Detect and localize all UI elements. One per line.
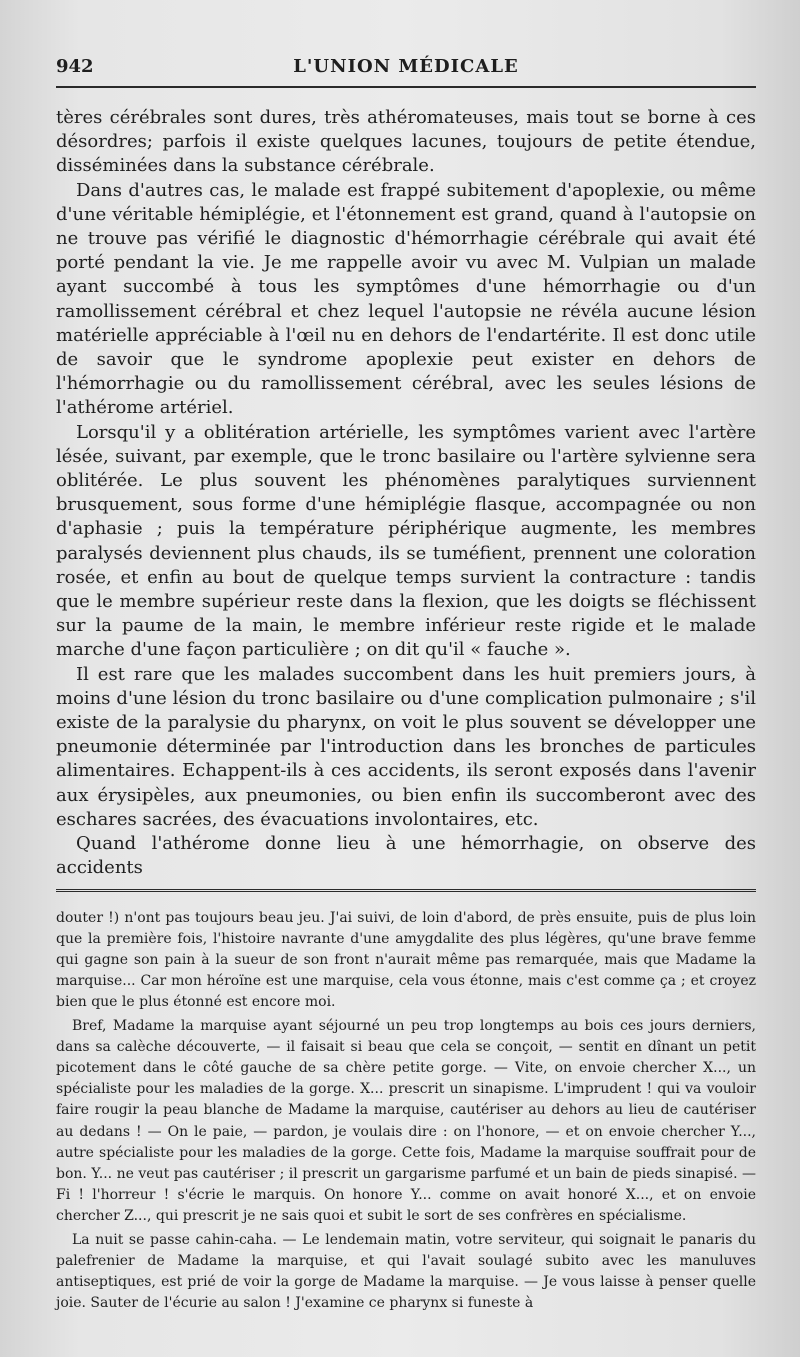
note-paragraph: Bref, Madame la marquise ayant séjourné un peu trop longtemps au bois ces jours derniers, dans sa calèche découverte, — il faisait si beau que cela se conçoit, — sentit en dînant un petit picotement dans le côté gauche de sa chère petite gorge. — Vite, on envoie chercher X..., un spécialiste pour les maladies de la gorge. X... prescrit un sinapisme. L'imprudent ! qui va vouloir faire rougir la peau blanche de Madame la marquise, cautériser au dehors au lieu de cautériser au dedans ! — On le paie, — pardon, je voulais dire : on l'honore, — et on envoie chercher Y..., autre spécialiste pour les maladies de la gorge. Cette fois, Madame la marquise souffrait pour de bon. Y... ne veut pas cautériser ; il prescrit un gargarisme parfumé et un bain de pieds sinapisé. — Fi ! l'horreur ! s'écrie le marquis. On honore Y... comme on avait honoré X..., et on envoie chercher Z..., qui prescrit je ne sais quoi et subit le sort de ses confrères en spécialisme.: [56, 1017, 756, 1225]
paragraph: Lorsqu'il y a oblitération artérielle, les symptômes varient avec l'artère lésée, suivant, par exemple, que le tronc basilaire ou l'artère sylvienne sera oblitérée. Le plus souvent les phénomènes paralytiques surviennent brusquement, sous forme d'une hémiplégie flasque, accompagnée ou non d'aphasie ; puis la température périphérique augmente, les membres paralysés deviennent plus chauds, ils se tuméfient, prennent une coloration rosée, et enfin au bout de quelque temps survient la contracture : tandis que le membre supérieur reste dans la flexion, que les doigts se fléchissent sur la paume de la main, le membre inférieur reste rigide et le malade marche d'une façon particulière ; on dit qu'il « fauche ».: [56, 421, 756, 661]
paragraph: Dans d'autres cas, le malade est frappé subitement d'apoplexie, ou même d'une véritable hémiplégie, et l'étonnement est grand, quand à l'autopsie on ne trouve pas vérifié le diagnostic d'hémorrhagie cérébrale qui avait été porté pendant la vie. Je me rappelle avoir vu avec M. Vulpian un malade ayant succombé à tous les symptômes d'une hémorrhagie ou d'un ramollissement cérébral et chez lequel l'autopsie ne révéla aucune lésion matérielle appréciable à l'œil nu en dehors de l'endartérite. Il est donc utile de savoir que le syndrome apoplexie peut exister en dehors de l'hémorrhagie ou du ramollissement cérébral, avec les seules lésions de l'athérome artériel.: [56, 179, 756, 419]
main-text: [56, 106, 756, 881]
paragraph: tères cérébrales sont dures, très athéromateuses, mais tout se borne à ces désordres; parfois il existe quelques lacunes, toujours de petite étendue, disséminées dans la substance cérébrale.: [56, 107, 756, 177]
feuilleton-text: [56, 908, 756, 1315]
note-paragraph: douter !) n'ont pas toujours beau jeu. J'ai suivi, de loin d'abord, de près ensuite, puis de plus loin que la première fois, l'histoire navrante d'une amygdalite des plus légères, qu'une brave femme qui gagne son pain à la sueur de son front n'aurait même pas remarquée, mais que Madame la marquise... Car mon héroïne est une marquise, cela vous étonne, mais c'est comme ça ; et croyez bien que le plus étonné est encore moi.: [56, 909, 756, 1011]
journal-title: L'UNION MÉDICALE: [293, 56, 519, 77]
note-paragraph: La nuit se passe cahin-caha. — Le lendemain matin, votre serviteur, qui soignait le panaris du palefrenier de Madame la marquise, et qui l'avait soulagé subito avec les manuluves antiseptiques, est prié de voir la gorge de Madame la marquise. — Je vous laisse à penser quelle joie. Sauter de l'écurie au salon ! J'examine ce pharynx si funeste à: [56, 1231, 756, 1312]
running-header: [56, 56, 756, 88]
page-number: 942: [56, 56, 94, 77]
paragraph: Il est rare que les malades succombent dans les huit premiers jours, à moins d'une lésion du tronc basilaire ou d'une complication pulmonaire ; s'il existe de la paralysie du pharynx, on voit le plus souvent se développer une pneumonie déterminée par l'introduction dans les bronches de particules alimentaires. Echappent-ils à ces accidents, ils seront exposés dans l'avenir aux érysipèles, aux pneumonies, ou bien enfin ils succomberont avec des eschares sacrées, des évacuations involontaires, etc.: [56, 663, 756, 830]
section-divider: [56, 889, 756, 896]
paragraph: Quand l'athérome donne lieu à une hémorrhagie, on observe des accidents: [56, 833, 756, 879]
